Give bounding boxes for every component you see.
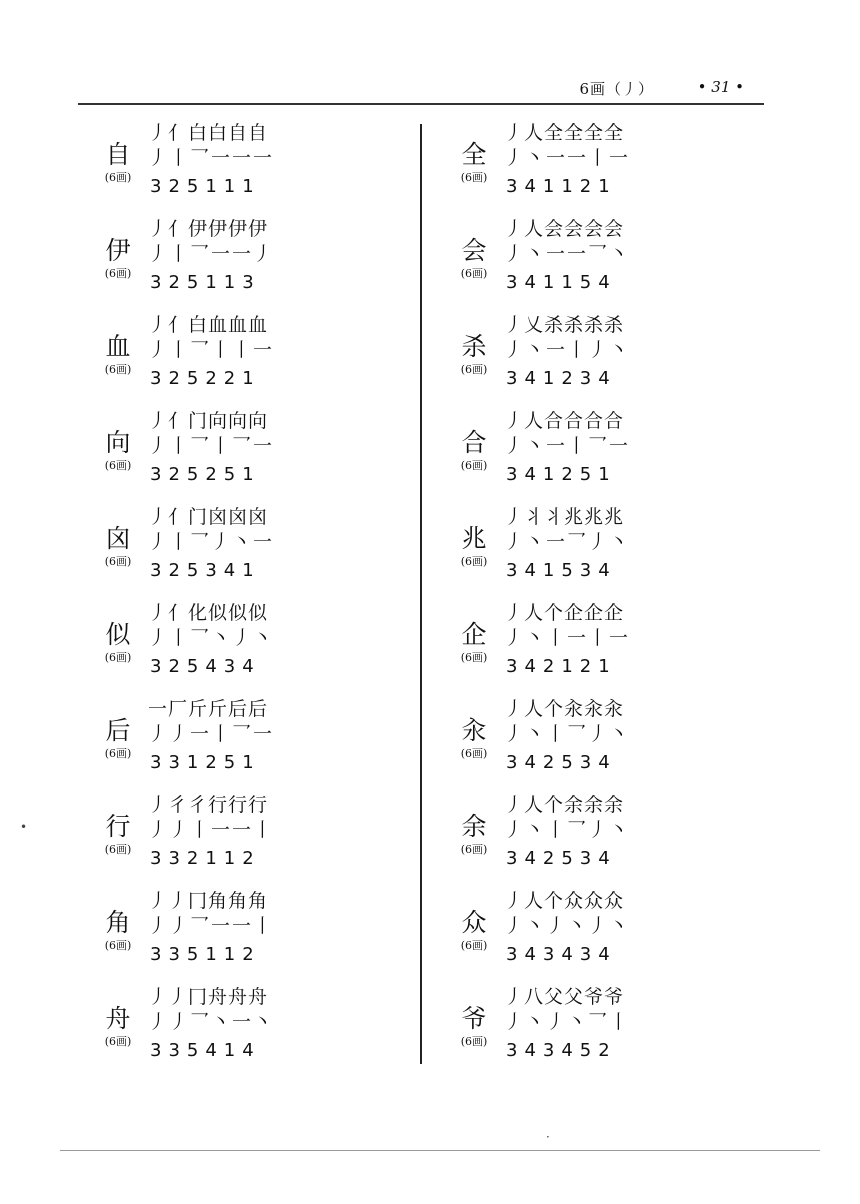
stroke-count: (6画): [104, 939, 132, 952]
stroke-sequence: 丿亻门向向向: [148, 410, 269, 432]
stroke-sequence: 丿人个余余余: [504, 794, 625, 816]
entry-qi: [440, 601, 740, 693]
stroke-count: (6画): [104, 747, 132, 760]
entry-character: 行: [105, 812, 131, 841]
stroke-sequence: 丿丬丬兆兆兆: [504, 506, 625, 528]
stroke-list: 丿丿乛丶一丶: [148, 1011, 275, 1033]
stroke-list: 丿丶丿丶丿丶: [504, 915, 631, 937]
entry-character: 舟: [105, 1004, 131, 1033]
stroke-count: (6画): [460, 171, 488, 184]
entry-character: 汆: [461, 716, 487, 745]
entry-character: 血: [105, 332, 131, 361]
entry-cuan: [440, 697, 740, 789]
entry-character: 自: [105, 140, 131, 169]
stroke-sequence: 丿亻门囟囟囟: [148, 506, 269, 528]
stroke-codes: 341121: [506, 176, 617, 197]
stroke-list: 丿丶丨乛丿丶: [504, 723, 631, 745]
stroke-list: 丿丨乛丶丿丶: [148, 627, 275, 649]
entry-jiao: [84, 889, 384, 981]
stroke-codes: 341534: [506, 560, 617, 581]
stroke-codes: 341251: [506, 464, 617, 485]
stroke-count: (6画): [104, 363, 132, 376]
stroke-sequence: 丿人合合合合: [504, 410, 625, 432]
stroke-sequence: 丿人个众众众: [504, 890, 625, 912]
stroke-list: 丿丿乛一一丨: [148, 915, 275, 937]
stroke-list: 丿丨乛一一丿: [148, 243, 275, 265]
stroke-count: (6画): [460, 459, 488, 472]
stroke-count: (6画): [460, 1035, 488, 1048]
stroke-codes: 325221: [150, 368, 261, 389]
stroke-sequence: 丿人个汆汆汆: [504, 698, 625, 720]
stroke-sequence: 一厂斤斤后后: [148, 698, 269, 720]
stroke-sequence: 丿人会会会会: [504, 218, 625, 240]
entry-xing: [84, 793, 384, 885]
stroke-list: 丿丶一乛丿丶: [504, 531, 631, 553]
stroke-codes: 325111: [150, 176, 261, 197]
entry-character: 杀: [461, 332, 487, 361]
entry-ye: [440, 985, 740, 1077]
right-column: [440, 121, 740, 1081]
stroke-codes: 325113: [150, 272, 261, 293]
entry-character: 向: [105, 428, 131, 457]
stroke-list: 丿丨乛丨乛一: [148, 435, 275, 457]
stroke-sequence: 丿人全全全全: [504, 122, 625, 144]
entry-si: [84, 601, 384, 693]
stroke-codes: 341154: [506, 272, 617, 293]
stroke-count: (6画): [460, 747, 488, 760]
entry-character: 全: [461, 140, 487, 169]
stroke-sequence: 丿人个企企企: [504, 602, 625, 624]
entry-character: 余: [461, 812, 487, 841]
entry-character: 伊: [105, 236, 131, 265]
stroke-sequence: 丿亻白白自自: [148, 122, 269, 144]
stroke-codes: 325251: [150, 464, 261, 485]
stroke-codes: 342534: [506, 848, 617, 869]
stroke-codes: 325434: [150, 656, 261, 677]
stroke-codes: 343452: [506, 1040, 617, 1061]
stroke-list: 丿丨乛丿丶一: [148, 531, 275, 553]
stroke-list: 丿丨乛一一一: [148, 147, 275, 169]
left-column: [84, 121, 384, 1081]
stroke-list: 丿丶一丨丿丶: [504, 339, 631, 361]
entry-character: 兆: [461, 524, 487, 553]
stroke-count: (6画): [104, 459, 132, 472]
stroke-count: (6画): [104, 267, 132, 280]
stroke-sequence: 丿彳彳行行行: [148, 794, 269, 816]
entry-character: 众: [461, 908, 487, 937]
entry-zhao: [440, 505, 740, 597]
stroke-codes: 335112: [150, 944, 261, 965]
stroke-count: (6画): [104, 1035, 132, 1048]
entry-character: 爷: [461, 1004, 487, 1033]
column-divider: [420, 124, 422, 1064]
entry-character: 企: [461, 620, 487, 649]
stroke-list: 丿丶一一丨一: [504, 147, 631, 169]
stroke-count: (6画): [460, 843, 488, 856]
entry-character: 囟: [105, 524, 131, 553]
entry-quan: [440, 121, 740, 213]
section-title: 6画（丿）: [579, 80, 654, 98]
scan-speck: •: [20, 820, 28, 834]
entry-zhong: [440, 889, 740, 981]
footer-rule: [60, 1150, 820, 1151]
stroke-list: 丿丿一丨乛一: [148, 723, 275, 745]
stroke-sequence: 丿亻白血血血: [148, 314, 269, 336]
stroke-sequence: 丿丿冂舟舟舟: [148, 986, 269, 1008]
entry-character: 后: [105, 716, 131, 745]
stroke-codes: 343434: [506, 944, 617, 965]
stroke-codes: 325341: [150, 560, 261, 581]
stroke-count: (6画): [460, 939, 488, 952]
entry-character: 会: [461, 236, 487, 265]
stroke-count: (6画): [460, 267, 488, 280]
stroke-sequence: 丿亻化似似似: [148, 602, 269, 624]
stroke-list: 丿丶丨一丨一: [504, 627, 631, 649]
stroke-list: 丿丿丨一一丨: [148, 819, 275, 841]
page-header: [78, 78, 764, 104]
entry-xiang: [84, 409, 384, 501]
entry-zi: [84, 121, 384, 213]
stroke-count: (6画): [460, 363, 488, 376]
stroke-list: 丿丶丿丶乛丨: [504, 1011, 631, 1033]
entry-xue: [84, 313, 384, 405]
stroke-sequence: 丿八父父爷爷: [504, 986, 625, 1008]
stroke-sequence: 丿丿冂角角角: [148, 890, 269, 912]
stroke-sequence: 丿亻伊伊伊伊: [148, 218, 269, 240]
stroke-count: (6画): [104, 555, 132, 568]
stroke-codes: 331251: [150, 752, 261, 773]
entry-xin: [84, 505, 384, 597]
entry-character: 合: [461, 428, 487, 457]
stroke-codes: 335414: [150, 1040, 261, 1061]
stroke-codes: 341234: [506, 368, 617, 389]
entry-he: [440, 409, 740, 501]
stroke-list: 丿丶一丨乛一: [504, 435, 631, 457]
stroke-codes: 332112: [150, 848, 261, 869]
stroke-sequence: 丿乂杀杀杀杀: [504, 314, 625, 336]
page-number: • 31 •: [697, 78, 744, 96]
stroke-list: 丿丨乛丨丨一: [148, 339, 275, 361]
stroke-list: 丿丶丨乛丿丶: [504, 819, 631, 841]
entry-yi: [84, 217, 384, 309]
stroke-count: (6画): [460, 555, 488, 568]
entry-zhou: [84, 985, 384, 1077]
stroke-codes: 342121: [506, 656, 617, 677]
entry-hou: [84, 697, 384, 789]
entry-yu: [440, 793, 740, 885]
stroke-count: (6画): [104, 171, 132, 184]
entry-character: 角: [105, 908, 131, 937]
scan-speck: ·: [546, 1130, 550, 1144]
stroke-count: (6画): [104, 651, 132, 664]
stroke-count: (6画): [460, 651, 488, 664]
entry-character: 似: [105, 620, 131, 649]
header-rule: [78, 103, 764, 105]
stroke-list: 丿丶一一乛丶: [504, 243, 631, 265]
entry-hui: [440, 217, 740, 309]
entry-sha: [440, 313, 740, 405]
stroke-codes: 342534: [506, 752, 617, 773]
stroke-count: (6画): [104, 843, 132, 856]
